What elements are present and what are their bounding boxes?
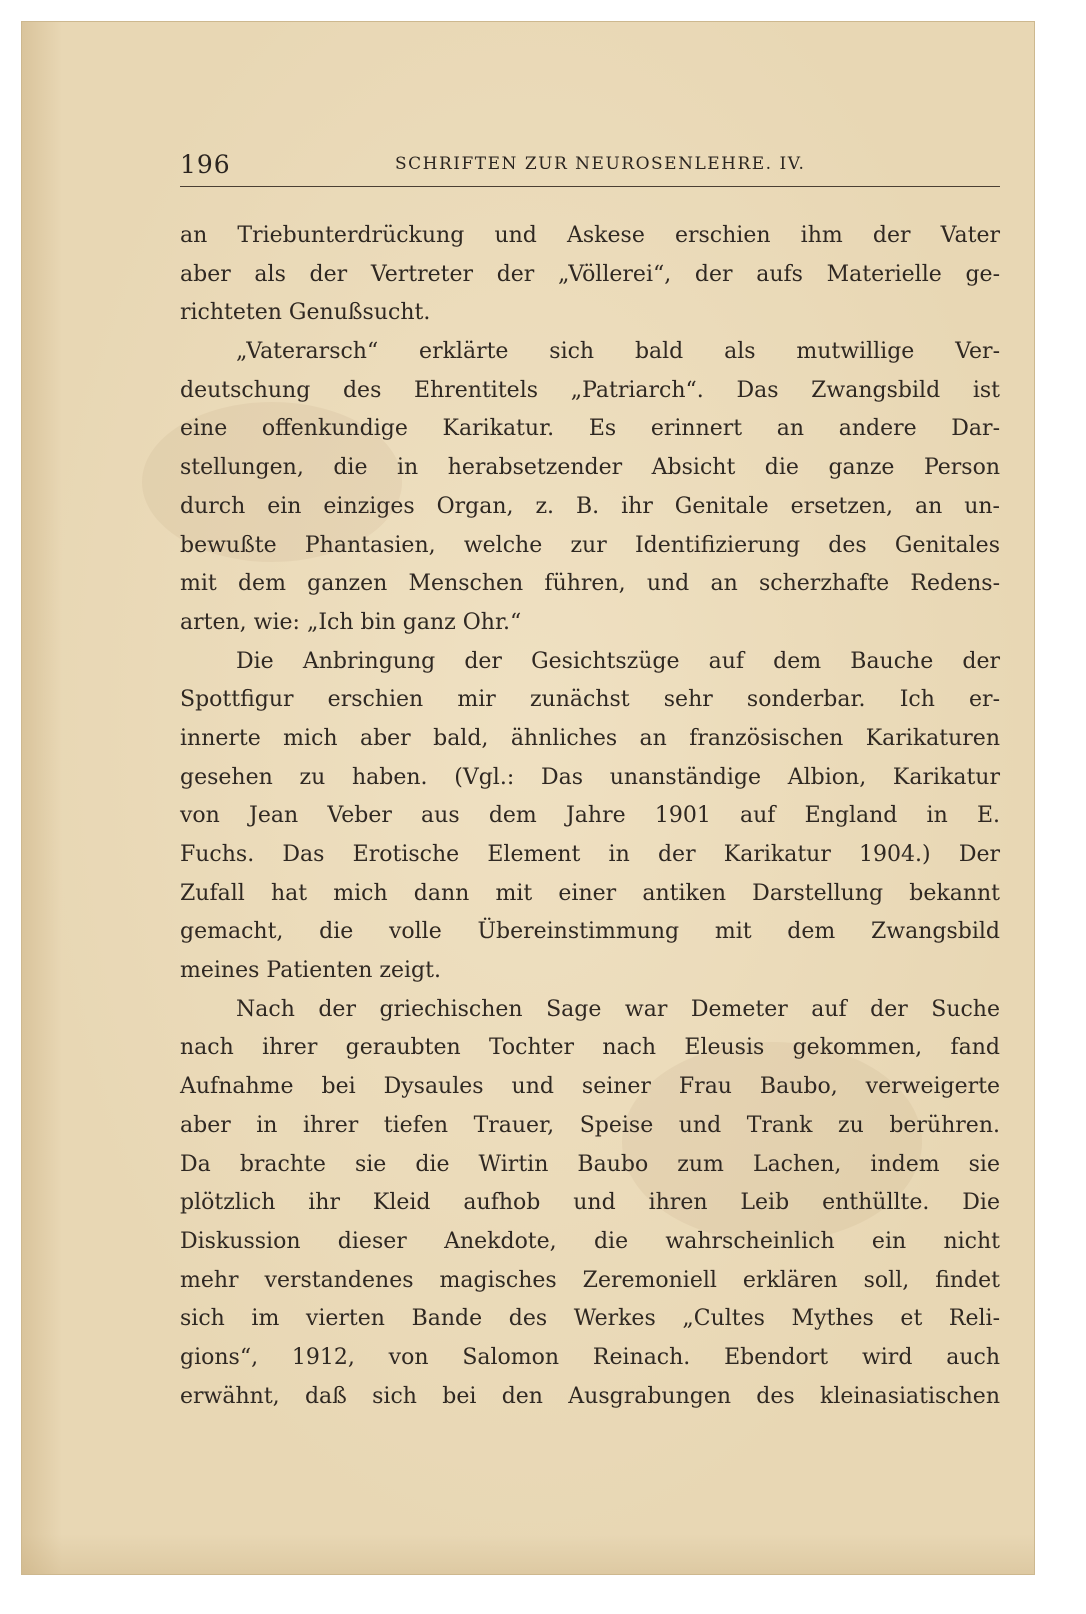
text-line: von Jean Veber aus dem Jahre 1901 auf England in E. bbox=[180, 803, 1000, 829]
text-line: durch ein einziges Organ, z. B. ihr Genitale ersetzen, an un- bbox=[180, 493, 1000, 519]
text-line: Zufall hat mich dann mit einer antiken Darstellung bekannt bbox=[180, 880, 1000, 906]
text-line: gions“, 1912, von Salomon Reinach. Ebendort wird auch bbox=[180, 1344, 1000, 1370]
text-line: Fuchs. Das Erotische Element in der Karikatur 1904.) Der bbox=[180, 842, 1000, 867]
text-line: meines Patienten zeigt. bbox=[180, 958, 441, 984]
text-line: mehr verstandenes magisches Zeremoniell erklären soll, findet bbox=[180, 1267, 1000, 1293]
text-line: sich im vierten Bande des Werkes „Cultes Mythes et Reli- bbox=[180, 1306, 1000, 1332]
text-line: an Triebunterdrückung und Askese erschien ihm der Vater bbox=[180, 223, 1000, 248]
text-line: erwähnt, daß sich bei den Ausgrabungen des kleinasiatischen bbox=[180, 1383, 1000, 1409]
text-line: richteten Genußsucht. bbox=[180, 300, 431, 326]
text-line: Diskussion dieser Anekdote, die wahrscheinlich ein nicht bbox=[180, 1228, 1000, 1254]
text-line: innerte mich aber bald, ähnliches an französischen Karikaturen bbox=[180, 725, 1000, 751]
text-line: „Vaterarsch“ erklärte sich bald als mutwillige Ver- bbox=[236, 339, 1000, 365]
text-line: nach ihrer geraubten Tochter nach Eleusis gekommen, fand bbox=[180, 1035, 1000, 1061]
text-line: deutschung des Ehrentitels „Patriarch“. Das Zwangsbild ist bbox=[180, 377, 1000, 403]
text-line: plötzlich ihr Kleid aufhob und ihren Leib enthüllte. Die bbox=[180, 1190, 1000, 1216]
text-line: gemacht, die volle Übereinstimmung mit dem Zwangsbild bbox=[180, 919, 1000, 945]
text-line: aber als der Vertreter der „Völlerei“, der aufs Materielle ge- bbox=[180, 261, 1000, 287]
text-line: Die Anbringung der Gesichtszüge auf dem Bauche der bbox=[236, 648, 1000, 674]
page-header bbox=[180, 150, 1000, 187]
text-line: arten, wie: „Ich bin ganz Ohr.“ bbox=[180, 609, 522, 635]
body-text bbox=[180, 217, 1000, 1416]
page-number: 196 bbox=[180, 150, 231, 179]
text-line: mit dem ganzen Menschen führen, und an scherzhafte Redens- bbox=[180, 571, 1000, 597]
text-line: gesehen zu haben. (Vgl.: Das unanständige Albion, Karikatur bbox=[180, 764, 1000, 790]
text-line: Aufnahme bei Dysaules und seiner Frau Baubo, verweigerte bbox=[180, 1074, 1000, 1100]
text-line: bewußte Phantasien, welche zur Identifizierung des Genitales bbox=[180, 532, 1000, 558]
text-line: Da brachte sie die Wirtin Baubo zum Lachen, indem sie bbox=[180, 1151, 1000, 1177]
text-line: stellungen, die in herabsetzender Absicht die ganze Person bbox=[180, 455, 1000, 481]
text-line: eine offenkundige Karikatur. Es erinnert an andere Dar- bbox=[180, 416, 1000, 442]
text-line: Nach der griechischen Sage war Demeter auf der Suche bbox=[236, 996, 1000, 1022]
running-title: SCHRIFTEN ZUR NEUROSENLEHRE. IV. bbox=[395, 154, 806, 174]
text-line: aber in ihrer tiefen Trauer, Speise und Trank zu berühren. bbox=[180, 1112, 1000, 1138]
text-line: Spottfigur erschien mir zunächst sehr sonderbar. Ich er- bbox=[180, 687, 1000, 713]
